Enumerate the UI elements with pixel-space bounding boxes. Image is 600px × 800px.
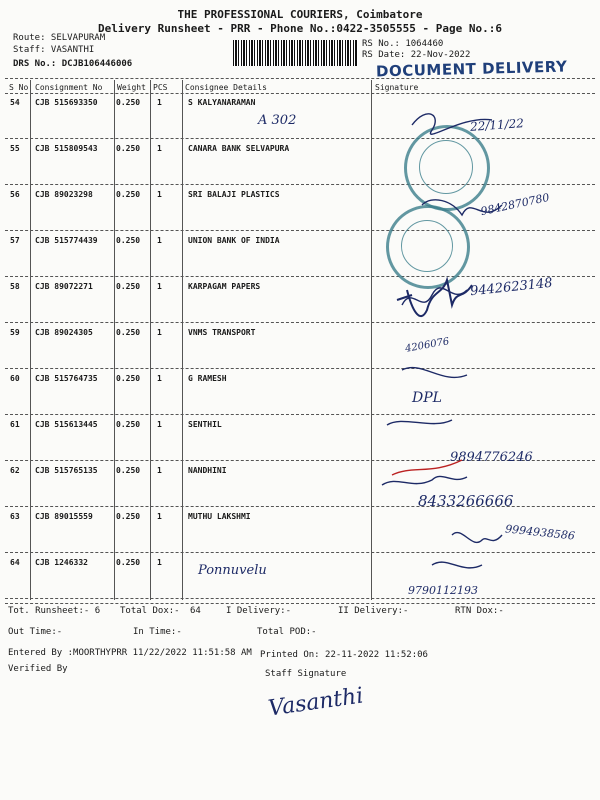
staff-signature-label: Staff Signature	[265, 669, 347, 679]
handwritten-phone: 9790112193	[408, 584, 478, 597]
table-top-rule	[5, 78, 595, 79]
row-pcs: 1	[157, 144, 162, 153]
route-label: Route: SELVAPURAM	[13, 33, 106, 43]
company-title: THE PROFESSIONAL COURIERS, Coimbatore	[177, 8, 423, 21]
row-weight: 0.250	[116, 512, 141, 521]
header-rule	[5, 93, 595, 94]
row-consignment-no: CJB 515774439	[35, 236, 98, 245]
row-consignee: G RAMESH	[188, 374, 227, 383]
handwritten-name: DPL	[412, 390, 442, 406]
row-consignment-no: CJB 515809543	[35, 144, 98, 153]
in-time: In Time:-	[133, 627, 182, 637]
handwritten-phone: 9842870780	[479, 190, 551, 219]
row-pcs: 1	[157, 328, 162, 337]
row-consignment-no: CJB 515764735	[35, 374, 98, 383]
row-sno: 61	[10, 420, 20, 429]
signature-stroke	[397, 280, 472, 316]
col-header-consignment: Consignment No	[35, 83, 103, 92]
staff-label: Staff: VASANTHI	[13, 45, 95, 55]
rs-date: RS Date: 22-Nov-2022	[362, 50, 471, 60]
row-sno: 60	[10, 374, 20, 383]
printed-on: Printed On: 22-11-2022 11:52:06	[260, 650, 428, 660]
row-sno: 55	[10, 144, 20, 153]
verified-by: Verified By	[8, 664, 68, 674]
row-pcs: 1	[157, 420, 162, 429]
entered-by: Entered By :MOORTHYPRR 11/22/2022 11:51:58 AM	[8, 648, 252, 658]
row-weight: 0.250	[116, 374, 141, 383]
row-consignee: MUTHU LAKSHMI	[188, 512, 251, 521]
signature-stroke	[382, 476, 467, 485]
row-consignee: S KALYANARAMAN	[188, 98, 256, 107]
col-divider	[182, 80, 183, 600]
row-sno: 62	[10, 466, 20, 475]
col-header-consignee: Consignee Details	[185, 83, 267, 92]
row-sno: 64	[10, 558, 20, 567]
handwritten-date: 22/11/22	[469, 116, 525, 134]
rs-number: RS No.: 1064460	[362, 39, 444, 49]
handwritten-phone: 8433266666	[418, 492, 514, 510]
row-weight: 0.250	[116, 466, 141, 475]
row-weight: 0.250	[116, 236, 141, 245]
row-weight: 0.250	[116, 420, 141, 429]
total-dox-label: Total Dox:-	[120, 606, 180, 616]
row-pcs: 1	[157, 190, 162, 199]
row-pcs: 1	[157, 282, 162, 291]
row-weight: 0.250	[116, 98, 141, 107]
i-delivery: I Delivery:-	[226, 606, 292, 616]
drs-number: DRS No.: DCJB106446006	[13, 59, 133, 69]
row-pcs: 1	[157, 98, 162, 107]
rtn-dox: RTN Dox:-	[455, 606, 504, 616]
row-weight: 0.250	[116, 190, 141, 199]
row-consignment-no: CJB 515765135	[35, 466, 98, 475]
document-delivery-stamp: DOCUMENT DELIVERY	[375, 57, 568, 81]
handwritten-phone: 4206076	[404, 336, 451, 355]
signature-stroke	[392, 460, 462, 475]
handwritten-phone: 9894776246	[450, 450, 533, 465]
row-pcs: 1	[157, 236, 162, 245]
signature-scribbles	[372, 95, 600, 605]
ii-delivery: II Delivery:-	[338, 606, 409, 616]
row-sno: 58	[10, 282, 20, 291]
handwritten-note: A 302	[258, 113, 297, 128]
row-consignment-no: CJB 89024305	[35, 328, 93, 337]
handwritten-phone: 9994938586	[504, 522, 576, 543]
row-weight: 0.250	[116, 282, 141, 291]
row-consignee: CANARA BANK SELVAPURA	[188, 144, 290, 153]
signature-stroke	[422, 200, 502, 215]
row-pcs: 1	[157, 466, 162, 475]
staff-signature: Vasanthi	[266, 683, 365, 722]
col-header-sno: S No	[9, 83, 29, 92]
row-consignee: SRI BALAJI PLASTICS	[188, 190, 280, 199]
out-time: Out Time:-	[8, 627, 63, 637]
row-consignee: KARPAGAM PAPERS	[188, 282, 261, 291]
row-consignee: VNMS TRANSPORT	[188, 328, 256, 337]
col-header-pcs: PCS	[153, 83, 168, 92]
row-consignment-no: CJB 89015559	[35, 512, 93, 521]
row-weight: 0.250	[116, 328, 141, 337]
row-weight: 0.250	[116, 558, 141, 567]
signature-stroke	[402, 368, 467, 378]
row-pcs: 1	[157, 558, 162, 567]
row-consignee: NANDHINI	[188, 466, 227, 475]
signature-stroke	[432, 562, 482, 568]
signature-stroke	[452, 533, 502, 543]
row-pcs: 1	[157, 512, 162, 521]
row-consignment-no: CJB 515613445	[35, 420, 98, 429]
col-header-weight: Weight	[117, 83, 146, 92]
row-consignee: SENTHIL	[188, 420, 222, 429]
col-divider	[150, 80, 151, 600]
row-consignment-no: CJB 89023298	[35, 190, 93, 199]
total-dox-value: 64	[190, 606, 201, 616]
row-consignment-no: CJB 89072271	[35, 282, 93, 291]
row-consignment-no: CJB 1246332	[35, 558, 88, 567]
footer-rule	[5, 603, 595, 604]
row-sno: 54	[10, 98, 20, 107]
row-pcs: 1	[157, 374, 162, 383]
col-header-signature: Signature	[375, 83, 419, 92]
row-sno: 57	[10, 236, 20, 245]
handwritten-name: Ponnuvelu	[198, 563, 267, 578]
row-consignee: UNION BANK OF INDIA	[188, 236, 280, 245]
tot-runsheet: Tot. Runsheet:- 6	[8, 606, 101, 616]
runsheet-title: Delivery Runsheet - PRR - Phone No.:0422-3505555 - Page No.:6	[98, 22, 502, 35]
total-pod: Total POD:-	[257, 627, 317, 637]
row-sno: 59	[10, 328, 20, 337]
col-divider	[30, 80, 31, 600]
row-weight: 0.250	[116, 144, 141, 153]
col-divider	[114, 80, 115, 600]
handwritten-phone: 9442623148	[469, 275, 554, 300]
signature-stroke	[387, 420, 452, 425]
signature-stroke	[412, 114, 492, 134]
barcode	[233, 40, 358, 66]
row-sno: 63	[10, 512, 20, 521]
row-sno: 56	[10, 190, 20, 199]
row-consignment-no: CJB 515693350	[35, 98, 98, 107]
